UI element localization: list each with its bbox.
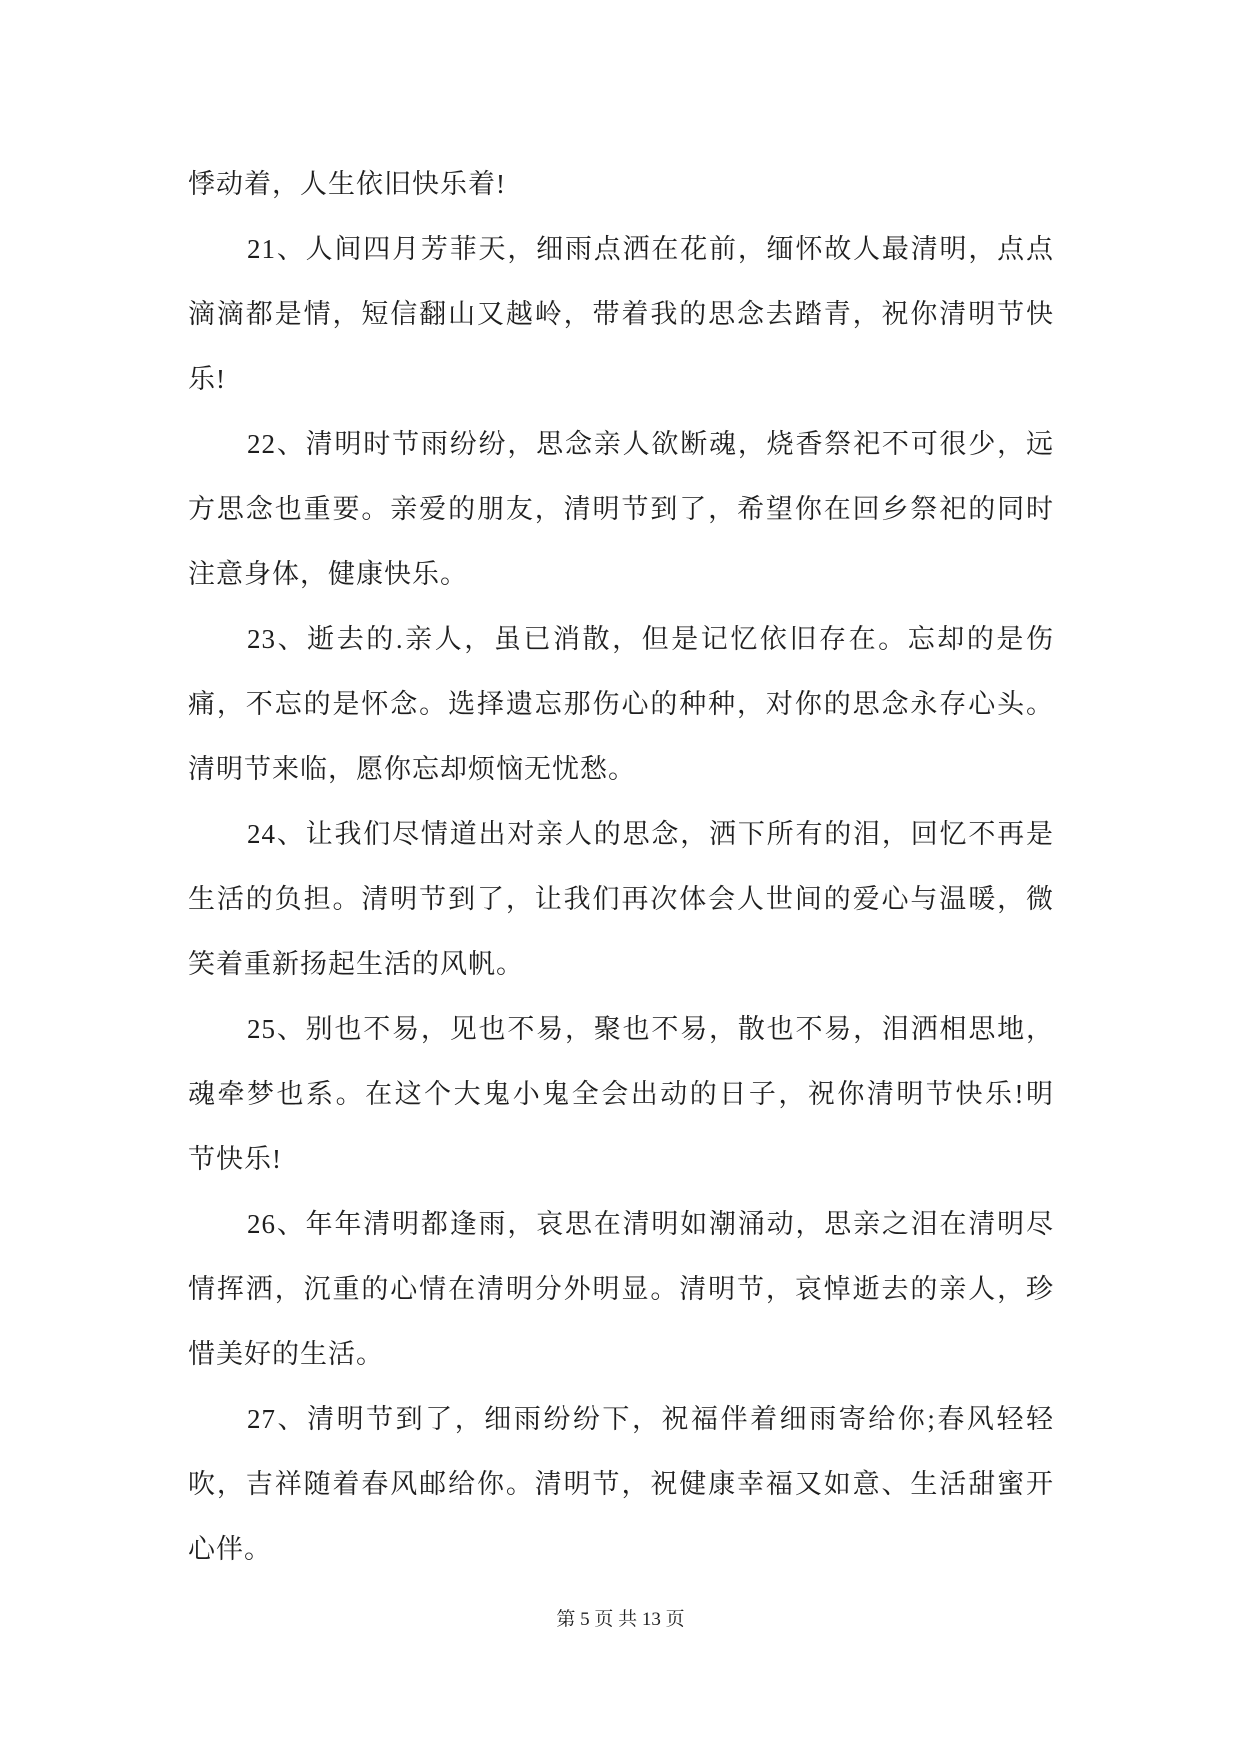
text-line: 生活的负担。清明节到了，让我们再次体会人世间的爱心与温暖，微 <box>188 884 1054 914</box>
text-line: 痛，不忘的是怀念。选择遗忘那伤心的种种，对你的思念永存心头。 <box>188 689 1054 719</box>
text-line: 22、清明时节雨纷纷，思念亲人欲断魂，烧香祭祀不可很少，远 <box>247 429 1054 459</box>
paragraph <box>188 412 1054 607</box>
text-line: 25、别也不易，见也不易，聚也不易，散也不易，泪洒相思地， <box>247 1014 1054 1044</box>
text-line: 注意身体，健康快乐。 <box>188 559 468 589</box>
page-footer: 第 5 页 共 13 页 <box>556 1609 685 1630</box>
text-line: 节快乐! <box>188 1144 282 1174</box>
text-line: 21、人间四月芳菲天，细雨点洒在花前，缅怀故人最清明，点点 <box>247 234 1054 264</box>
paragraph <box>188 1387 1054 1582</box>
text-line: 吹，吉祥随着春风邮给你。清明节，祝健康幸福又如意、生活甜蜜开 <box>188 1469 1054 1499</box>
text-line: 魂牵梦也系。在这个大鬼小鬼全会出动的日子，祝你清明节快乐!明 <box>188 1079 1054 1109</box>
text-line: 24、让我们尽情道出对亲人的思念，洒下所有的泪，回忆不再是 <box>247 819 1054 849</box>
text-line: 悸动着，人生依旧快乐着! <box>188 169 506 199</box>
paragraph <box>188 997 1054 1192</box>
document-body <box>188 152 1054 1582</box>
text-line: 惜美好的生活。 <box>188 1339 384 1369</box>
text-line: 滴滴都是情，短信翻山又越岭，带着我的思念去踏青，祝你清明节快 <box>188 299 1054 329</box>
paragraph <box>188 802 1054 997</box>
text-line: 27、清明节到了，细雨纷纷下，祝福伴着细雨寄给你;春风轻轻 <box>247 1404 1054 1434</box>
paragraph <box>188 607 1054 802</box>
text-line: 23、逝去的.亲人，虽已消散，但是记忆依旧存在。忘却的是伤 <box>247 624 1054 654</box>
text-line: 26、年年清明都逢雨，哀思在清明如潮涌动，思亲之泪在清明尽 <box>247 1209 1054 1239</box>
paragraph <box>188 1192 1054 1387</box>
text-line: 笑着重新扬起生活的风帆。 <box>188 949 524 979</box>
text-line: 方思念也重要。亲爱的朋友，清明节到了，希望你在回乡祭祀的同时 <box>188 494 1054 524</box>
text-line: 清明节来临，愿你忘却烦恼无忧愁。 <box>188 754 636 784</box>
paragraph <box>188 152 1054 217</box>
text-line: 心伴。 <box>188 1534 272 1564</box>
paragraph <box>188 217 1054 412</box>
text-line: 情挥洒，沉重的心情在清明分外明显。清明节，哀悼逝去的亲人，珍 <box>188 1274 1054 1304</box>
text-line: 乐! <box>188 364 226 394</box>
